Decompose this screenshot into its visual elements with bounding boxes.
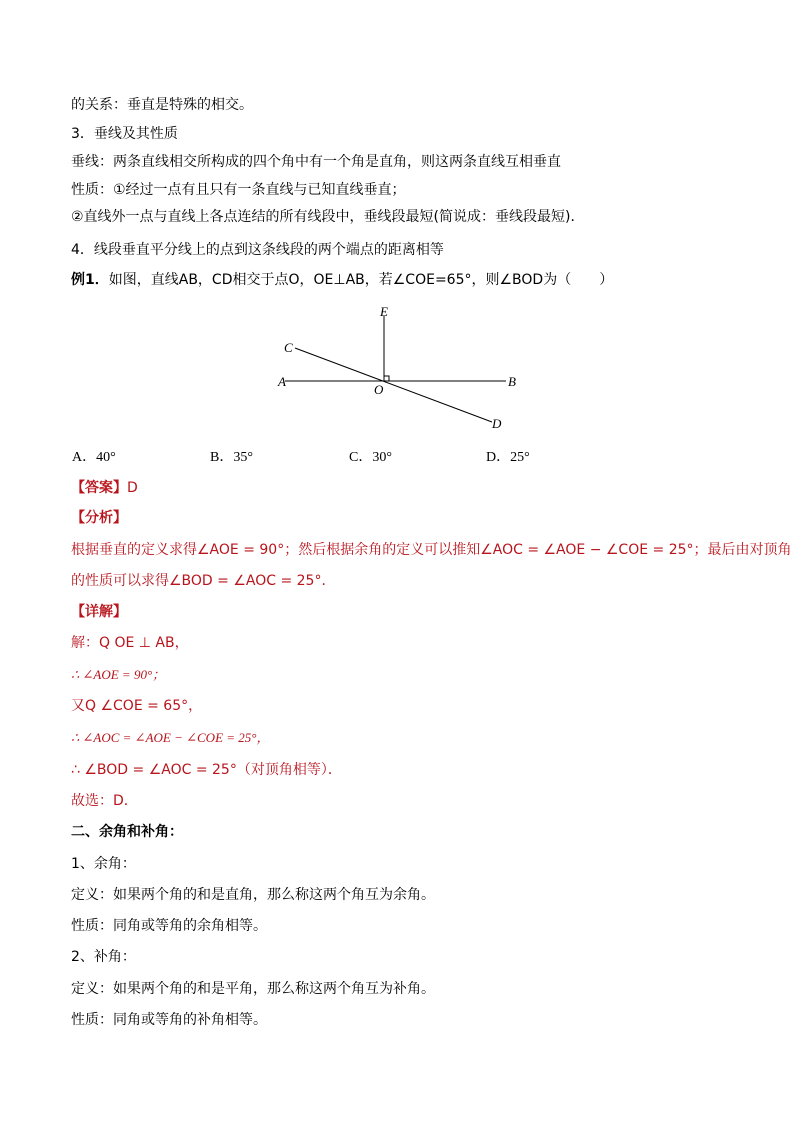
label-o: O	[374, 382, 384, 397]
right-angle-mark	[384, 376, 389, 381]
answer-value: D	[127, 480, 138, 496]
analysis-line-2: 的性质可以求得∠BOD = ∠AOC = 25°．	[71, 573, 336, 589]
detail-label: 【详解】	[71, 604, 127, 620]
analysis-label: 【分析】	[71, 510, 127, 526]
option-b: B．35°	[210, 450, 253, 465]
detail-step-3: 又Q ∠COE = 65°，	[71, 698, 203, 714]
property-complementary: 性质：同角或等角的余角相等。	[71, 918, 267, 934]
example-text: 如图，直线AB，CD相交于点O，OE⊥AB，若∠COE=65°，则∠BOD为（ ）	[108, 272, 614, 288]
answer-line	[71, 479, 138, 497]
heading-perpendicular: 3．垂线及其性质	[71, 126, 178, 142]
subheading-supplementary: 2、补角：	[71, 949, 136, 965]
text-property-1: 性质：①经过一点有且只有一条直线与已知直线垂直；	[71, 182, 406, 198]
option-c: C．30°	[349, 450, 392, 465]
label-e: E	[380, 304, 388, 319]
answer-label: 【答案】	[71, 480, 127, 496]
detail-step-2: ∴ ∠AOE = 90°；	[71, 667, 166, 682]
example-question	[71, 271, 613, 289]
label-b: B	[508, 374, 516, 389]
definition-complementary: 定义：如果两个角的和是直角，那么称这两个角互为余角。	[71, 887, 435, 903]
geometry-figure	[270, 300, 530, 435]
analysis-line-1: 根据垂直的定义求得∠AOE = 90°；然后根据余角的定义可以推知∠AOC = ∠AOE − ∠COE = 25°；最后由对顶角	[71, 542, 792, 558]
text-relation: 的关系：垂直是特殊的相交。	[71, 97, 253, 113]
detail-step-1: 解：Q OE ⊥ AB，	[71, 635, 189, 651]
detail-step-4: ∴ ∠AOC = ∠AOE − ∠COE = 25°，	[71, 730, 270, 745]
section-heading-complementary-supplementary: 二、余角和补角：	[71, 824, 183, 840]
text-bisector-property: 4．线段垂直平分线上的点到这条线段的两个端点的距离相等	[71, 242, 444, 258]
text-perpendicular-definition: 垂线：两条直线相交所构成的四个角中有一个角是直角，则这两条直线互相垂直	[71, 154, 561, 170]
example-label: 例1．	[71, 272, 109, 288]
label-c: C	[284, 340, 293, 355]
text-property-2: ②直线外一点与直线上各点连结的所有线段中，垂线段最短(简说成：垂线段最短)．	[71, 209, 585, 225]
property-supplementary: 性质：同角或等角的补角相等。	[71, 1012, 267, 1028]
option-a: A．40°	[72, 450, 116, 465]
detail-step-6: 故选：D．	[71, 793, 138, 809]
label-a: A	[278, 374, 286, 389]
definition-supplementary: 定义：如果两个角的和是平角，那么称这两个角互为补角。	[71, 981, 435, 997]
line-cd	[295, 348, 492, 422]
label-d: D	[492, 416, 502, 431]
detail-step-5: ∴ ∠BOD = ∠AOC = 25°（对顶角相等）．	[71, 762, 342, 778]
subheading-complementary: 1、余角：	[71, 856, 136, 872]
option-d: D．25°	[486, 450, 530, 465]
